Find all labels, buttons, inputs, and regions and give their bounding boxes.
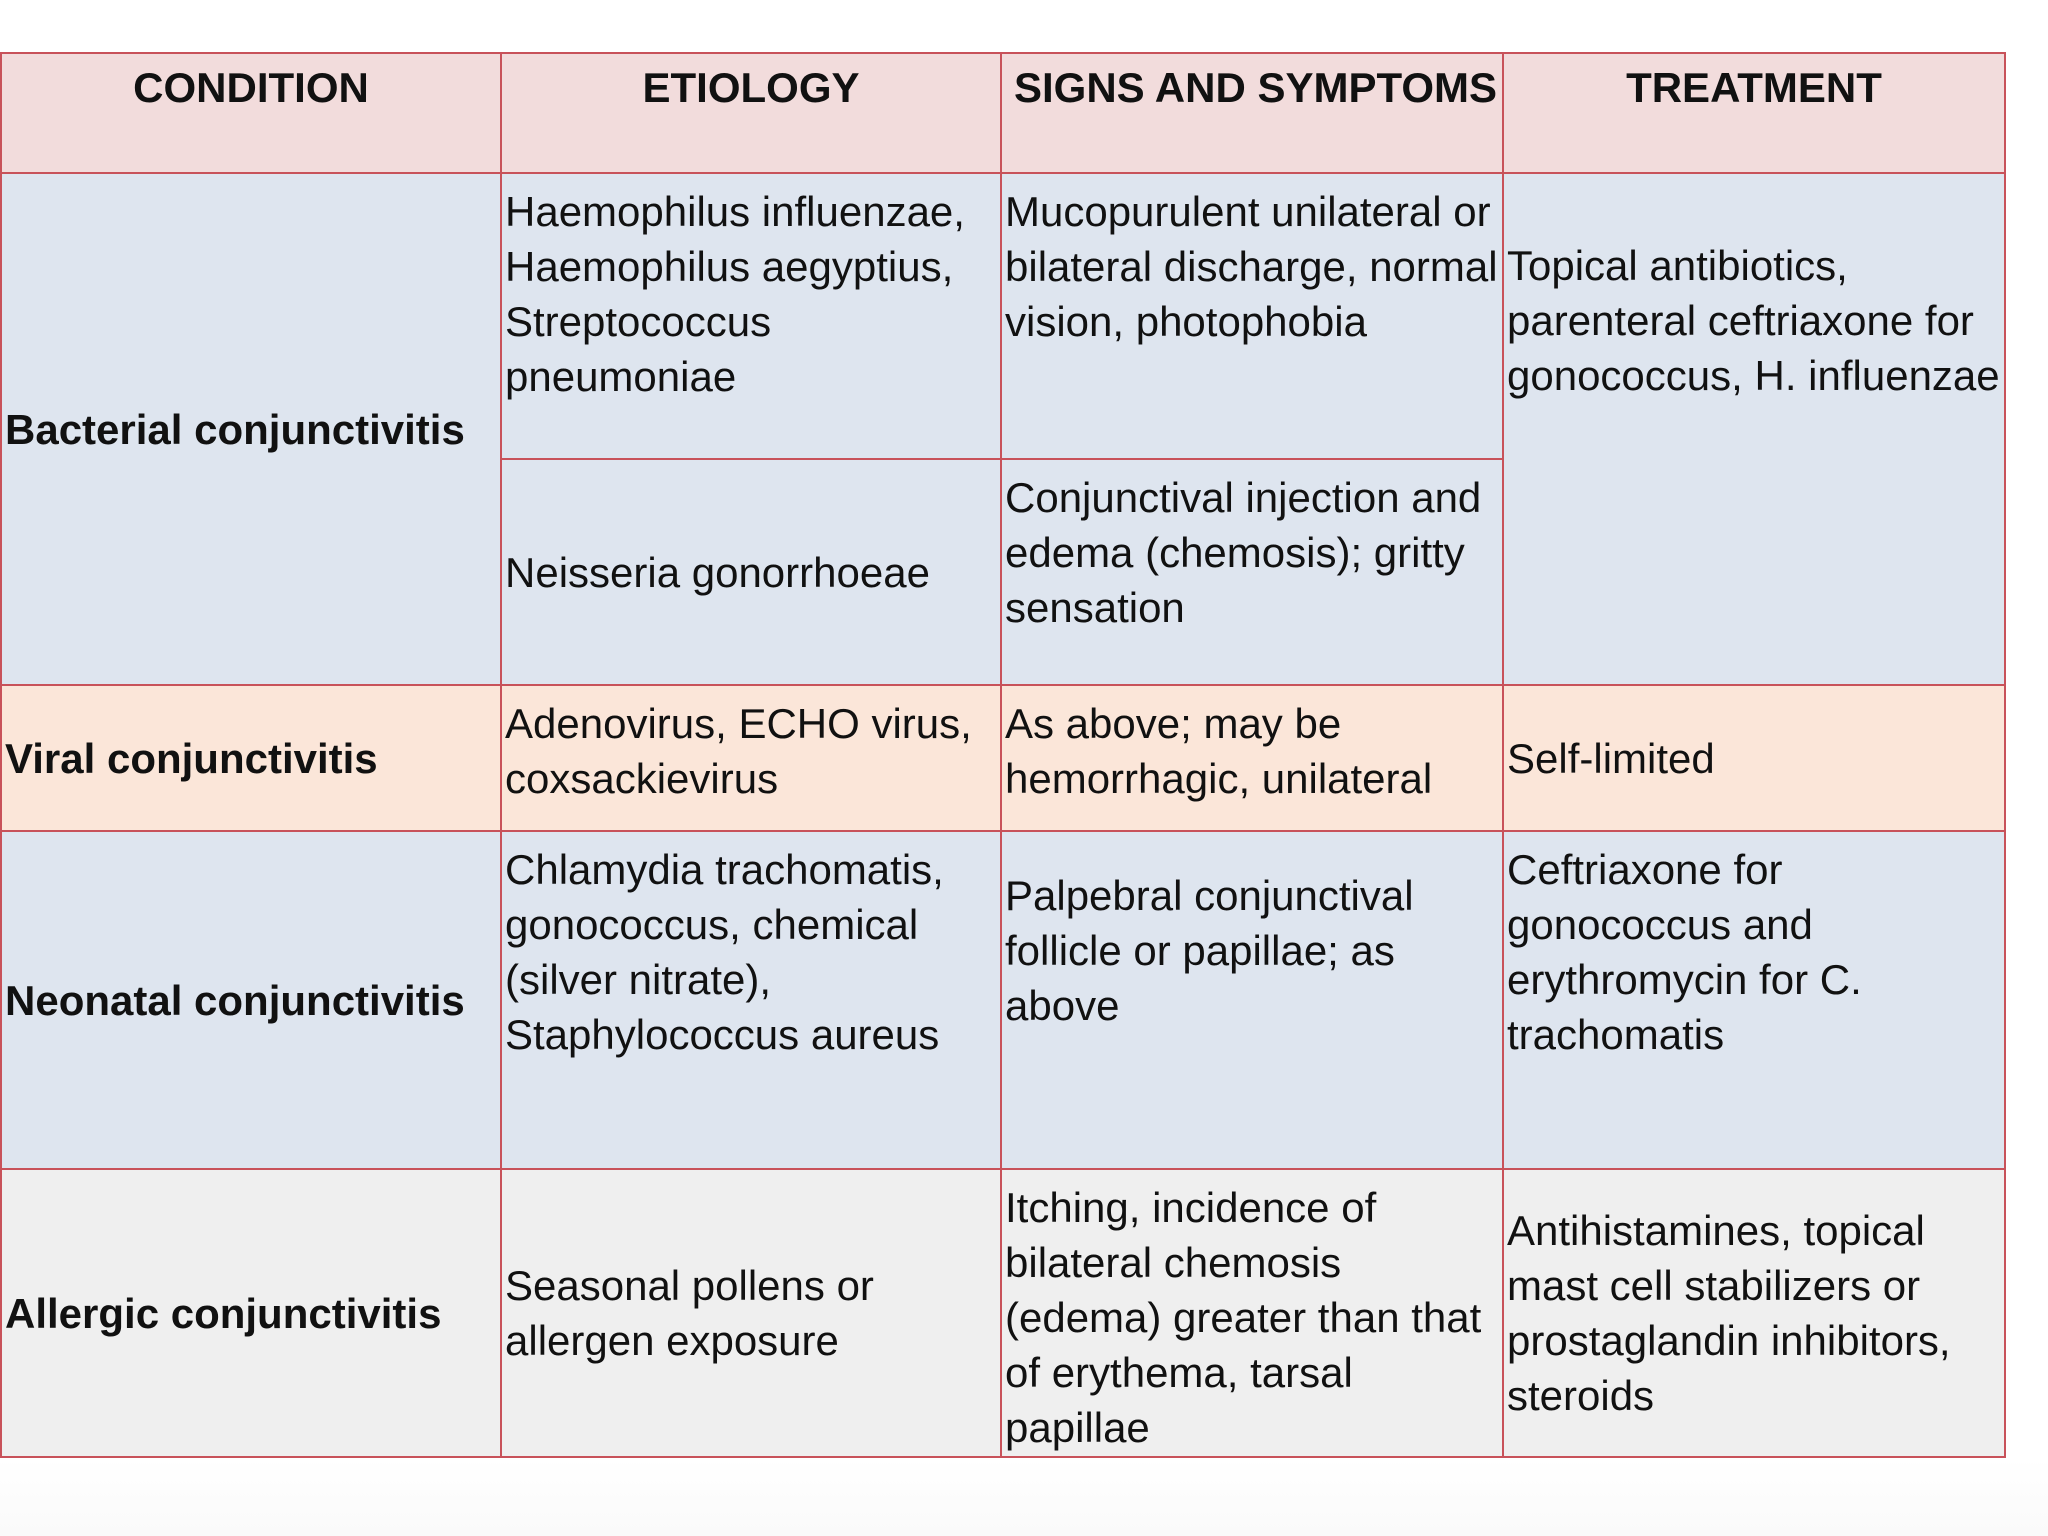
- table-row-neonatal: [1, 831, 2005, 1169]
- conjunctivitis-table: [0, 52, 2006, 1458]
- signs-neonatal: Palpebral conjunctival follicle or papillae; as above: [1001, 831, 1503, 1169]
- etiology-bacterial-haemophilus: Haemophilus influenzae, Haemophilus aegyptius, Streptococcus pneumoniae: [501, 173, 1001, 459]
- header-row: [1, 53, 2005, 173]
- header-signs-and-symptoms: SIGNS AND SYMPTOMS: [1001, 53, 1503, 173]
- header-etiology: ETIOLOGY: [501, 53, 1001, 173]
- table-row-viral: [1, 685, 2005, 831]
- table-row-bacterial-1: [1, 173, 2005, 459]
- treatment-viral: Self-limited: [1503, 685, 2005, 831]
- header-condition: CONDITION: [1, 53, 501, 173]
- signs-allergic: Itching, incidence of bilateral chemosis (edema) greater than that of erythema, tarsal papillae: [1001, 1169, 1503, 1457]
- condition-allergic: Allergic conjunctivitis: [1, 1169, 501, 1457]
- signs-bacterial-discharge: Mucopurulent unilateral or bilateral discharge, normal vision, photophobia: [1001, 173, 1503, 459]
- etiology-allergic: Seasonal pollens or allergen exposure: [501, 1169, 1001, 1457]
- condition-neonatal: Neonatal conjunctivitis: [1, 831, 501, 1169]
- page-footer-shade: [0, 1458, 2048, 1536]
- signs-viral: As above; may be hemorrhagic, unilateral: [1001, 685, 1503, 831]
- table-row-allergic: [1, 1169, 2005, 1457]
- condition-viral: Viral conjunctivitis: [1, 685, 501, 831]
- etiology-viral: Adenovirus, ECHO virus, coxsackievirus: [501, 685, 1001, 831]
- treatment-bacterial: Topical antibiotics, parenteral ceftriaxone for gonococcus, H. influenzae: [1503, 173, 2005, 685]
- treatment-allergic: Antihistamines, topical mast cell stabilizers or prostaglandin inhibitors, steroids: [1503, 1169, 2005, 1457]
- signs-bacterial-injection: Conjunctival injection and edema (chemosis); gritty sensation: [1001, 459, 1503, 685]
- header-treatment: TREATMENT: [1503, 53, 2005, 173]
- condition-bacterial: Bacterial conjunctivitis: [1, 173, 501, 685]
- treatment-neonatal: Ceftriaxone for gonococcus and erythromycin for C. trachomatis: [1503, 831, 2005, 1169]
- etiology-neonatal: Chlamydia trachomatis, gonococcus, chemical (silver nitrate), Staphylococcus aureus: [501, 831, 1001, 1169]
- etiology-bacterial-neisseria: Neisseria gonorrhoeae: [501, 459, 1001, 685]
